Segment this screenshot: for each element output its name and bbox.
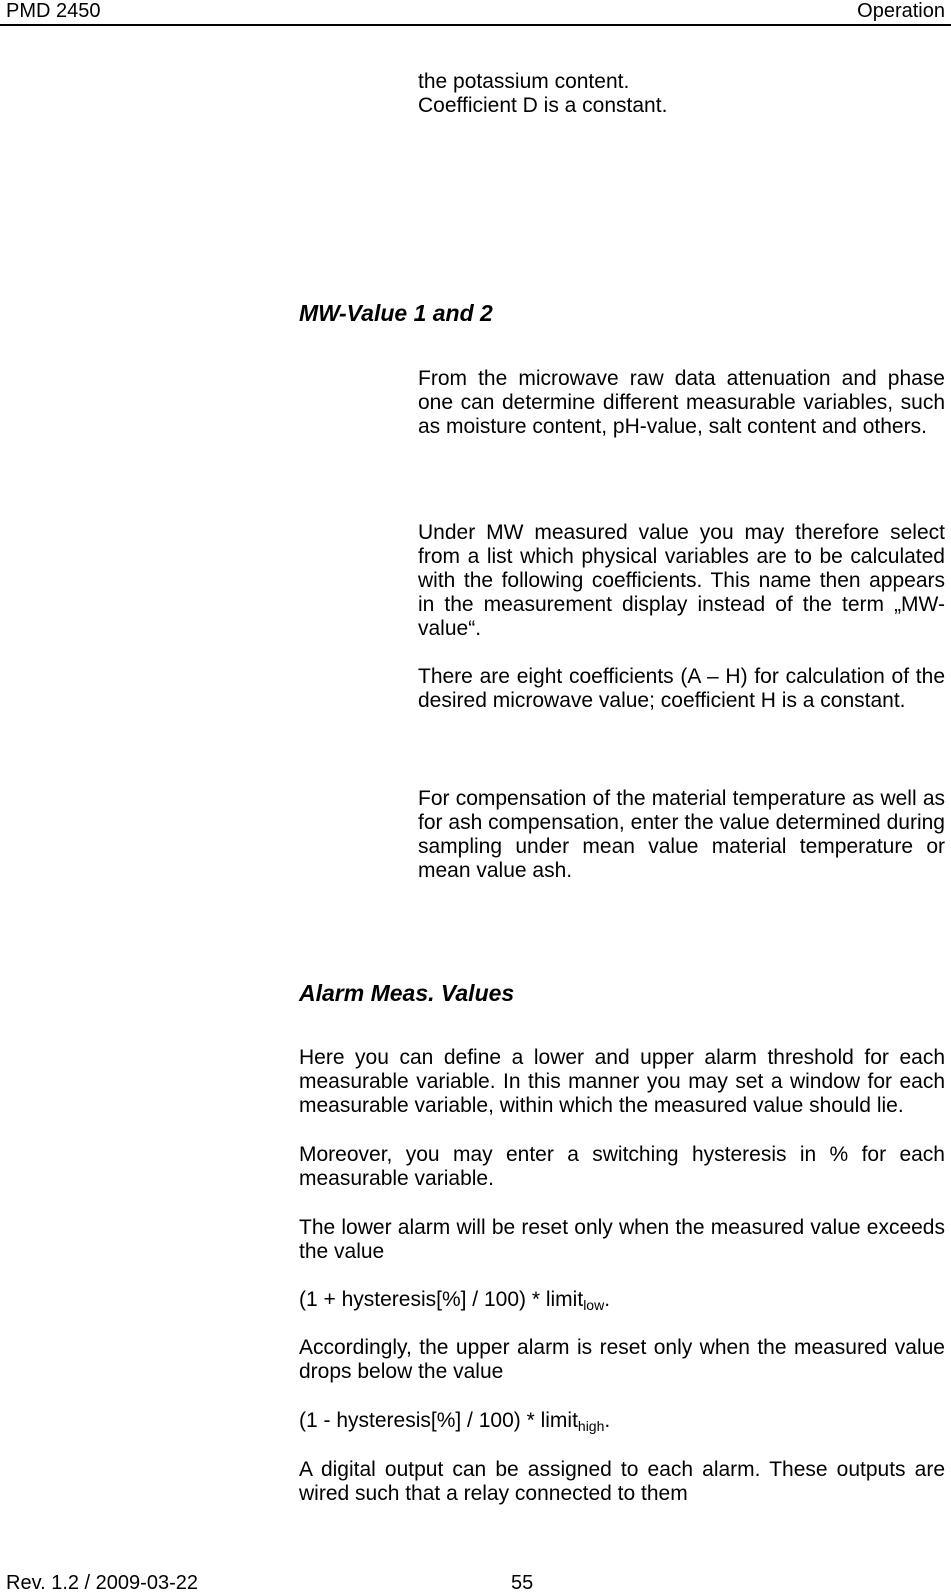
formula-low-end: . [604, 1288, 611, 1311]
alarm-paragraph-1: Here you can define a lower and upper alarm threshold for each measurable variable. In this manner you may set a window for each measurable variable, within which the measured value should lie. [299, 1046, 945, 1117]
alarm-paragraph-2: Moreover, you may enter a switching hysteresis in % for each measurable variable. [299, 1143, 945, 1190]
formula-low-main: (1 + hysteresis[%] / 100) * limit [299, 1288, 584, 1311]
header-document-title: PMD 2450 [6, 0, 101, 22]
formula-high-subscript: high [577, 1418, 605, 1434]
formula-high-end: . [604, 1409, 611, 1432]
formula-lower-alarm [299, 1288, 945, 1312]
header-divider [0, 24, 951, 26]
formula-upper-alarm [299, 1409, 945, 1433]
intro-line-1: the potassium content. [418, 70, 630, 93]
footer-revision: Rev. 1.2 / 2009-03-22 [6, 1572, 198, 1594]
formula-high-main: (1 - hysteresis[%] / 100) * limit [299, 1409, 578, 1432]
alarm-paragraph-3: The lower alarm will be reset only when the measured value exceeds the value [299, 1216, 945, 1263]
alarm-paragraph-5: A digital output can be assigned to each alarm. These outputs are wired such that a relay connected to them [299, 1458, 945, 1505]
alarm-paragraph-4: Accordingly, the upper alarm is reset only when the measured value drops below the value [299, 1336, 945, 1383]
header-section-title: Operation [857, 0, 945, 22]
mw-paragraph-3: There are eight coefficients (A – H) for calculation of the desired microwave value; coefficient H is a constant. [418, 665, 945, 712]
alarm-meas-values-heading: Alarm Meas. Values [299, 980, 515, 1006]
intro-text [418, 70, 945, 118]
mw-paragraph-4: For compensation of the material temperature as well as for ash compensation, enter the value determined during sampling under mean value material temperature or mean value ash. [418, 787, 945, 882]
mw-paragraph-1: From the microwave raw data attenuation and phase one can determine different measurable variables, such as moisture content, pH-value, salt content and others. [418, 367, 945, 438]
mw-value-heading: MW-Value 1 and 2 [299, 300, 493, 326]
intro-line-2: Coefficient D is a constant. [418, 94, 668, 117]
formula-low-subscript: low [583, 1297, 605, 1313]
mw-paragraph-2: Under MW measured value you may therefore select from a list which physical variables are to be calculated with the following coefficients. This name then appears in the measurement display instead of the term „MW-value“. [418, 521, 945, 640]
footer-page-number: 55 [511, 1572, 534, 1594]
